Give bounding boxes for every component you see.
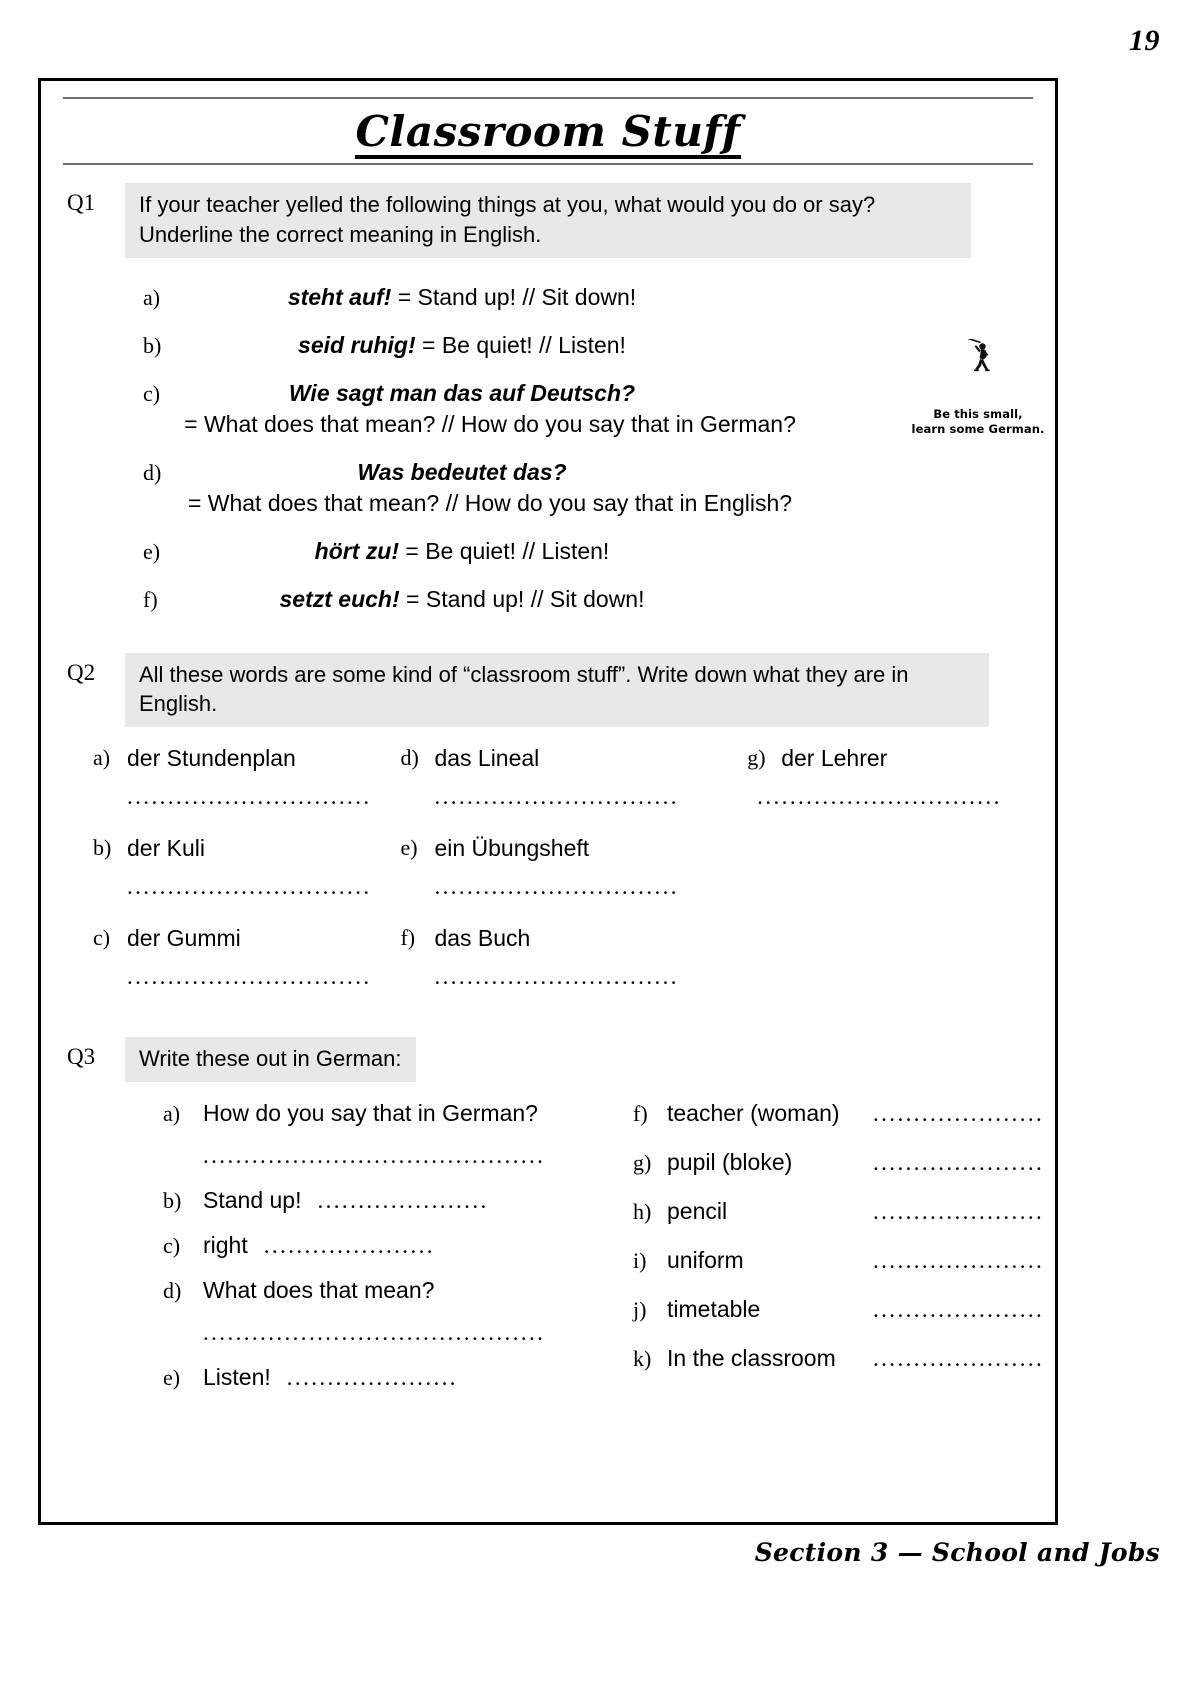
q2-column [63,835,386,925]
q2-answer-line[interactable]: .............................. [757,784,1002,810]
q3-english-prompt: How do you say that in German? [203,1099,538,1126]
q1-item-phrase [143,459,781,486]
q3-item-letter: a) [163,1100,181,1126]
q2-instruction: All these words are some kind of “classroom stuff”. Write down what they are in English. [125,653,989,727]
q3-right-item [633,1246,1045,1274]
q2-answer-line[interactable]: .............................. [127,874,372,900]
q1-german-phrase: setzt euch! [279,585,400,612]
q3-item-letter: e) [163,1364,181,1390]
q1-item-letter: e) [143,538,161,564]
page-title [63,99,1033,163]
q1-german-phrase: Was bedeutet das? [357,458,567,485]
q3-right-item [633,1197,1045,1225]
q2-column [709,835,1033,925]
q2-answer-line[interactable]: .............................. [434,964,679,990]
q3-item-letter: i) [633,1247,647,1273]
q2-word-grid [63,745,1033,1015]
q1-item [63,332,1033,359]
q2-word-entry [400,835,709,862]
q3-english-prompt: right [203,1231,248,1258]
q2-item-letter: f) [400,925,416,951]
q2-column [386,925,709,1015]
q3-answer-line[interactable]: ..................... [317,1187,489,1213]
q3-answer-line[interactable]: ..................... [873,1149,1045,1175]
q3-answer-line[interactable]: ..................... [263,1232,435,1258]
q3-left-item [163,1232,613,1259]
q1-item [63,459,1033,517]
q3-english-prompt: timetable [667,1295,761,1322]
q2-answer-line[interactable]: .............................. [434,784,679,810]
q1-german-phrase: Wie sagt man das auf Deutsch? [288,379,636,406]
q2-item-letter: b) [93,835,112,861]
q2-item-letter: d) [400,745,419,771]
q1-german-phrase: seid ruhig! [298,331,416,358]
q3-item-letter: j) [633,1296,647,1322]
cartoon-illustration [893,339,1063,437]
q3-item-letter: h) [633,1198,652,1224]
q3-right-item [633,1344,1045,1372]
q3-right-item [633,1148,1045,1176]
q1-english-options[interactable]: = Be quiet! // Listen! [415,331,626,358]
q1-item-letter: b) [143,332,162,358]
q1-instruction: If your teacher yelled the following things at you, what would you do or say? Underline the correct meaning in English. [125,183,971,257]
q1-german-phrase: hört zu! [314,537,399,564]
q3-answer-line[interactable]: ..................... [873,1296,1045,1322]
q3-right-item [633,1099,1045,1127]
q2-word-entry [93,745,386,772]
q2-column [63,925,386,1015]
q3-english-prompt: teacher (woman) [667,1099,840,1126]
q2-word-entry [400,745,709,772]
q1-english-options[interactable]: = Stand up! // Sit down! [399,585,645,612]
q1-item [63,380,1033,438]
q2-row [63,835,1033,925]
q2-answer-line[interactable]: .............................. [127,964,372,990]
q2-item-letter: g) [747,745,766,771]
q2-answer-line[interactable]: .............................. [434,874,679,900]
q1-label: Q1 [67,190,96,216]
q1-item-letter: f) [143,586,158,612]
q3-left-column [63,1100,613,1409]
q1-item [63,586,1033,613]
q1-english-options[interactable]: = Stand up! // Sit down! [391,283,637,310]
q3-item-letter: k) [633,1345,652,1371]
q3-english-prompt: Listen! [203,1363,271,1390]
q3-answer-line[interactable]: ..................... [873,1247,1045,1273]
q3-label: Q3 [67,1044,96,1070]
q2-item-letter: a) [93,745,111,771]
q2-german-word: der Gummi [127,925,241,952]
q1-item-list [63,284,1033,613]
q3-item-letter: g) [633,1149,652,1175]
q2-column [386,745,709,835]
q2-german-word: das Buch [434,925,531,952]
q3-english-prompt: pencil [667,1197,728,1224]
q2-german-word: ein Übungsheft [434,835,590,862]
q1-english-options[interactable]: = What does that mean? // How do you say that in English? [187,489,793,516]
q3-english-prompt: Stand up! [203,1186,302,1213]
q1-english-options[interactable]: = What does that mean? // How do you say that in German? [184,410,796,437]
cartoon-caption-line-1: Be this small, [933,407,1023,421]
q1-item-phrase [143,380,781,407]
question-3 [63,1037,1045,1409]
q3-answer-line[interactable]: ..................... [873,1198,1045,1224]
question-2-header [63,653,1033,727]
q3-left-item [163,1277,613,1346]
cartoon-caption-line-2: learn some German. [911,422,1045,437]
q1-item-phrase [143,538,781,565]
q2-item-letter: c) [93,925,111,951]
title-rule-bottom [63,163,1033,165]
q1-german-phrase: steht auf! [287,283,392,310]
q3-left-item [163,1187,613,1214]
q2-word-entry [400,925,709,952]
q2-item-letter: e) [400,835,418,861]
q3-item-letter: d) [163,1277,182,1303]
q1-english-options[interactable]: = Be quiet! // Listen! [398,537,610,564]
q2-label: Q2 [67,659,96,685]
page-number: 19 [1129,24,1160,57]
q3-answer-line[interactable]: ..................... [873,1100,1045,1126]
q2-column [709,745,1033,835]
q3-english-prompt: In the classroom [667,1344,836,1371]
q3-answer-line[interactable]: .......................................... [203,1142,546,1168]
q2-column [709,925,1033,1015]
q2-row [63,925,1033,1015]
q2-word-entry [747,745,1033,772]
q1-item-letter: c) [143,380,161,406]
q3-answer-line[interactable]: ..................... [286,1364,458,1390]
q1-item-letter: a) [143,284,161,310]
q2-german-word: das Lineal [434,745,540,772]
q2-word-entry [93,835,386,862]
q1-item-phrase [143,586,781,613]
q1-item-phrase [143,284,781,311]
q3-item-letter: f) [633,1100,648,1126]
q3-right-column [613,1099,1045,1409]
q3-right-item [633,1295,1045,1323]
stick-figure-icon [893,339,1063,383]
q2-column [63,745,386,835]
q3-english-prompt: pupil (bloke) [667,1148,793,1175]
q3-item-letter: b) [163,1187,182,1213]
q3-english-prompt: uniform [667,1246,744,1273]
q1-item-letter: d) [143,459,162,485]
page-title-text: Classroom Stuff [355,109,740,159]
q3-item-letter: c) [163,1232,181,1258]
q3-answer-line[interactable]: .......................................... [203,1319,546,1345]
q3-left-item [163,1100,613,1169]
q3-left-item [163,1364,613,1391]
q2-german-word: der Stundenplan [127,745,296,772]
question-3-header [63,1037,1033,1082]
q2-column [386,835,709,925]
q2-german-word: der Lehrer [781,745,888,772]
page-frame [38,78,1058,1525]
q2-answer-line[interactable]: .............................. [127,784,372,810]
q2-word-entry [93,925,386,952]
question-1-header [63,183,1033,257]
q3-instruction: Write these out in German: [125,1037,416,1082]
q1-item [63,538,1033,565]
q3-answer-line[interactable]: ..................... [873,1345,1045,1371]
q3-english-prompt: What does that mean? [203,1276,435,1303]
cartoon-caption [893,407,1063,437]
q2-german-word: der Kuli [127,835,205,862]
q1-item-phrase [143,332,781,359]
page-footer: Section 3 — School and Jobs [754,1538,1160,1567]
q2-row [63,745,1033,835]
q1-item [63,284,1033,311]
